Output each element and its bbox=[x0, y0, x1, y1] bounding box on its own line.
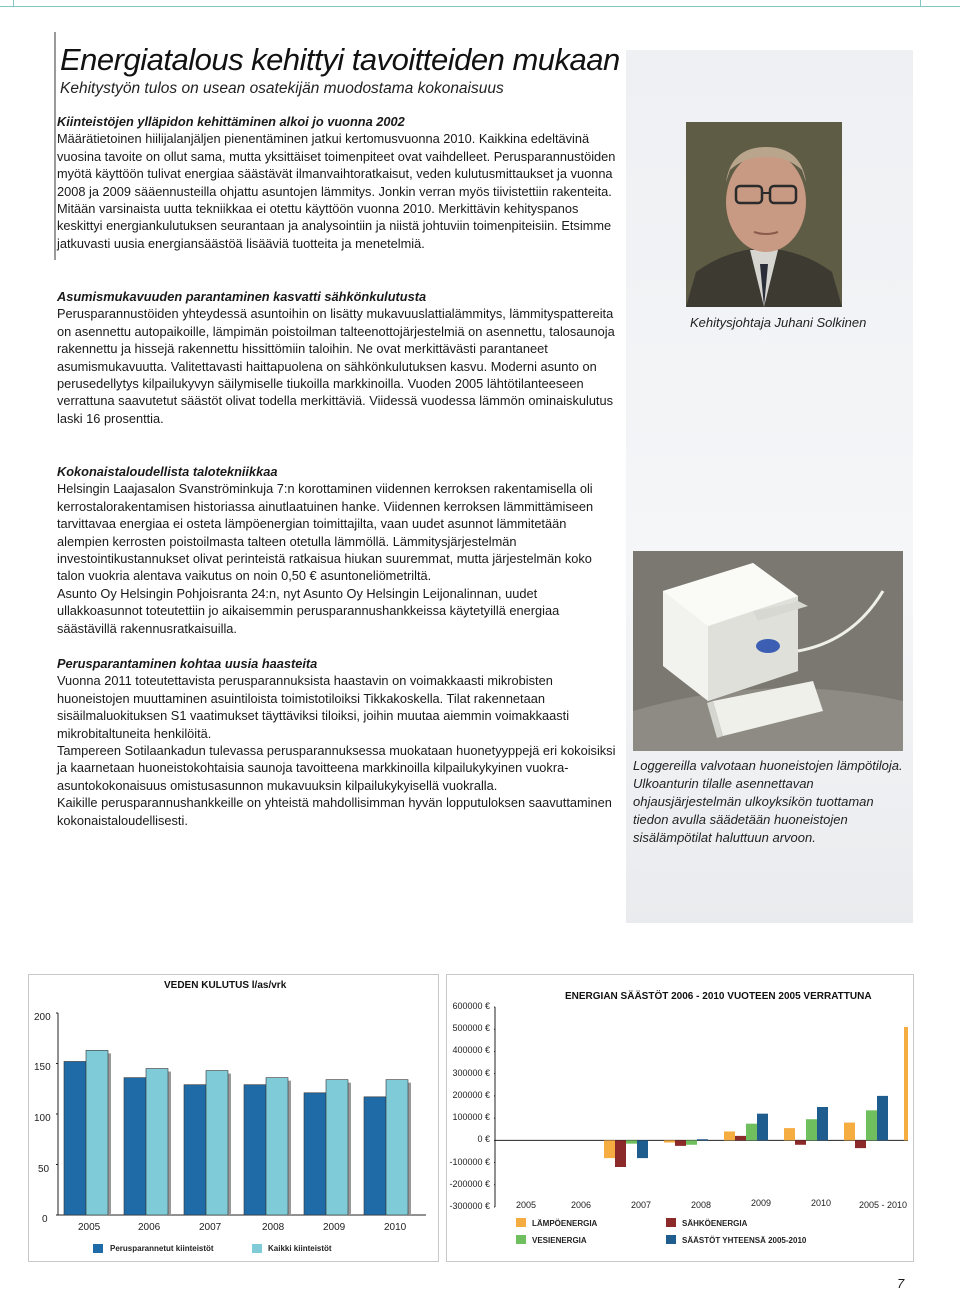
top-crop-mark bbox=[13, 0, 14, 7]
energy-x-tick: 2009 bbox=[751, 1198, 772, 1208]
water-bar-2008-0 bbox=[244, 1085, 266, 1215]
energy-x-tick: 2006 bbox=[571, 1200, 592, 1210]
energy-chart-plot bbox=[494, 995, 908, 1220]
water-y-tick: 100 bbox=[34, 1113, 51, 1124]
energy-bar-2007-2 bbox=[686, 1140, 697, 1144]
water-x-tick: 2006 bbox=[138, 1222, 161, 1233]
energy-bar-2006-2 bbox=[626, 1140, 637, 1143]
logger-device-image bbox=[633, 551, 903, 751]
portrait-caption: Kehitysjohtaja Juhani Solkinen bbox=[690, 315, 867, 330]
energy-x-tick: 2007 bbox=[631, 1200, 652, 1210]
energy-x-tick: 2005 bbox=[516, 1200, 537, 1210]
water-x-tick: 2005 bbox=[78, 1222, 101, 1233]
water-x-tick: 2007 bbox=[199, 1222, 222, 1233]
section-paragraph: Vuonna 2011 toteutettavista perusparannuksista haastavin on voimakkaasti mikrobisten huoneistojen muuttaminen asuintiloista toimistotiloiksi Tikkakoskella. Tilat rakennetaan sisäilmaluokituksen S1 vaatimukset täyttäviksi tiloiksi, joihin muutaa aiemmin voimakkaasti mikrobitaltuneita henkilöitä. bbox=[57, 673, 570, 741]
water-x-tick: 2008 bbox=[262, 1222, 285, 1233]
legend-swatch bbox=[516, 1218, 526, 1227]
article-section bbox=[57, 113, 617, 252]
water-y-tick: 200 bbox=[34, 1012, 51, 1023]
energy-bar-2010-2 bbox=[866, 1110, 877, 1140]
water-y-tick: 0 bbox=[42, 1214, 48, 1225]
water-bar-2007-0 bbox=[184, 1085, 206, 1215]
portrait-photo bbox=[686, 122, 842, 307]
section-paragraph: Helsingin Laajasalon Svanströminkuja 7:n korottaminen viidennen kerroksen rakentamisella oli kerrostalorakentamisen historiassa ainutlaatuinen hanke. Viidennen kerroksen lämmittämiseen tarvittavaa energiaa ei osteta lämpöenergian toimittajilta, vaan uudet asunnot lämmitetään alempien kerrosten poistoilmasta talteen otetulla lämmöllä. Lämmitysjärjestelmän investointikustannukset olivat perinteistä ratkaisua hiukan suuremmat, mutta järjestelmän koko talon vuokria alentava vaikutus on noin 0,50 € asuntoneliömetriltä. bbox=[57, 481, 594, 584]
top-rule bbox=[0, 6, 960, 7]
page-number: 7 bbox=[897, 1276, 905, 1291]
water-chart-plot bbox=[56, 1005, 426, 1220]
logger-photo bbox=[633, 551, 903, 751]
energy-bar-2008-0 bbox=[724, 1131, 735, 1140]
water-chart-title: VEDEN KULUTUS l/as/vrk bbox=[164, 980, 287, 991]
section-paragraph: Määrätietoinen hiilijalanjäljen pienentäminen jatkui kertomusvuonna 2010. Kaikkina edeltävinä vuosina tavoite on ollut sama, mutta yksittäiset toimenpiteet ovat vaihdelleet. Perusparannustöiden myötä käyttöön tulivat energiaa säästävät ilmanvaihtoratkaisut, veden kulutusmittaukset ja vuonna 2008 ja 2009 sääennusteilla ohjattu asuntojen lämmitys. Jonkin verran myös tiivistettiin rakenteita. Mitään varsinaista uutta tekniikkaa ei otettu käyttöön vuonna 2010. Merkittävin kehityspanos keskittyi energiankulutuksen seurantaan ja analysointiin ja niistä johtuviin toimenpiteisiin. Etsimme jatkuvasti uusia energiansäästöä lisääviä tuotteita ja menetelmiä. bbox=[57, 131, 616, 251]
legend-swatch bbox=[93, 1244, 103, 1253]
water-bar-2005-1 bbox=[86, 1050, 108, 1215]
water-bar-2009-0 bbox=[304, 1093, 326, 1215]
energy-bar-2006-0 bbox=[604, 1140, 615, 1158]
energy-bar-2009-0 bbox=[784, 1128, 795, 1140]
energy-chart-title: ENERGIAN SÄÄSTÖT 2006 - 2010 VUOTEEN 2005 VERRATTUNA bbox=[565, 991, 872, 1002]
water-bar-2006-1 bbox=[146, 1069, 168, 1215]
energy-bar-2006-1 bbox=[615, 1140, 626, 1167]
water-bar-2006-0 bbox=[124, 1078, 146, 1215]
section-paragraph: Asunto Oy Helsingin Pohjoisranta 24:n, nyt Asunto Oy Helsingin Leijonalinnan, uudet ullakkoasunnot toteutettiin jo aikaisemmin perusparannushankkeissa käytetyillä energiaa säästävillä rakennusratkaisuilla. bbox=[57, 585, 560, 636]
section-heading: Kiinteistöjen ylläpidon kehittäminen alkoi jo vuonna 2002 bbox=[57, 114, 405, 129]
article-section bbox=[57, 288, 617, 427]
energy-y-tick: 300000 € bbox=[452, 1067, 490, 1078]
energy-bar-2008-1 bbox=[735, 1136, 746, 1140]
energy-y-tick: 200000 € bbox=[452, 1089, 490, 1100]
energy-x-tick: 2008 bbox=[691, 1200, 712, 1210]
energy-bar-2006-3 bbox=[637, 1140, 648, 1158]
top-crop-mark bbox=[920, 0, 921, 7]
energy-bar-2008-2 bbox=[746, 1124, 757, 1141]
energy-bar-2010-0 bbox=[844, 1123, 855, 1141]
legend-label: LÄMPÖENERGIA bbox=[532, 1219, 598, 1228]
energy-y-tick: 500000 € bbox=[452, 1023, 490, 1034]
logger-caption: Loggereilla valvotaan huoneistojen lämpötiloja. Ulkoanturin tilalle asennettavan ohjausjärjestelmän ulkoyksikön tuottaman tiedon avulla säädetään huoneistojen sisälämpötilat haluttuun arvoon. bbox=[633, 758, 903, 845]
energy-y-tick: 600000 € bbox=[452, 1001, 490, 1011]
legend-swatch bbox=[252, 1244, 262, 1253]
water-bar-2009-1 bbox=[326, 1080, 348, 1215]
legend-swatch bbox=[516, 1235, 526, 1244]
legend-label: SÄHKÖENERGIA bbox=[682, 1219, 748, 1228]
section-heading: Perusparantaminen kohtaa uusia haasteita bbox=[57, 656, 318, 671]
energy-bar-2008-3 bbox=[757, 1114, 768, 1141]
water-y-tick: 150 bbox=[34, 1062, 51, 1073]
legend-label: VESIENERGIA bbox=[532, 1236, 587, 1245]
legend-label: SÄÄSTÖT YHTEENSÄ 2005-2010 bbox=[682, 1236, 807, 1245]
energy-x-tick: 2005 - 2010 bbox=[859, 1200, 908, 1210]
section-heading: Kokonaistaloudellista talotekniikkaa bbox=[57, 464, 278, 479]
water-bar-2008-1 bbox=[266, 1078, 288, 1215]
energy-y-tick: 0 € bbox=[477, 1134, 490, 1145]
energy-y-tick: -200000 € bbox=[449, 1178, 490, 1189]
water-bar-2010-1 bbox=[386, 1080, 408, 1215]
article-section bbox=[57, 463, 617, 637]
energy-bar-2007-0 bbox=[664, 1140, 675, 1142]
energy-y-tick: -300000 € bbox=[449, 1201, 490, 1211]
water-bar-2010-0 bbox=[364, 1097, 386, 1215]
energy-bar-2005 - 2010-0 bbox=[904, 1027, 908, 1140]
energy-bar-2007-1 bbox=[675, 1140, 686, 1146]
water-x-tick: 2010 bbox=[384, 1222, 407, 1233]
energy-bar-2010-1 bbox=[855, 1140, 866, 1148]
legend-swatch bbox=[666, 1218, 676, 1227]
water-x-tick: 2009 bbox=[323, 1222, 346, 1233]
portrait-image bbox=[686, 122, 842, 307]
energy-bar-2009-3 bbox=[817, 1107, 828, 1140]
legend-swatch bbox=[666, 1235, 676, 1244]
water-y-tick: 50 bbox=[38, 1164, 50, 1175]
section-paragraph: Kaikille perusparannushankkeille on yhteistä mahdollisimman hyvän lopputuloksen saavuttaminen kokonaistaloudellisesti. bbox=[57, 795, 612, 828]
article-section bbox=[57, 655, 617, 829]
energy-bar-2009-2 bbox=[806, 1119, 817, 1140]
water-bar-2007-1 bbox=[206, 1071, 228, 1215]
legend-label: Perusparannetut kiinteistöt bbox=[110, 1244, 214, 1253]
energy-y-tick: -100000 € bbox=[449, 1156, 490, 1167]
energy-x-tick: 2010 bbox=[811, 1198, 832, 1208]
title-side-bar bbox=[54, 32, 56, 260]
legend-label: Kaikki kiinteistöt bbox=[268, 1244, 332, 1253]
water-bar-2005-0 bbox=[64, 1061, 86, 1215]
section-paragraph: Perusparannustöiden yhteydessä asuntoihin on lisätty mukavuuslattialämmitys, lämmityspattereita on asennettu autopaikoille, lämpimän poistoilman talteenottojärjestelmiä on asennettu, talosaunoja rakennettu ja hissejä rakennettu hissittömiin taloihin. Ne ovat merkittävästi parantaneet asumismukavuutta. Valitettavasti haittapuolena on sähkönkulutuksen kasvu. Moderni asunto on perusedellytys kilpailukyvyn säilymiselle tiukoilla markkinoilla. Vuoden 2005 lähtötilanteeseen verrattuna saavutetut säästöt olivat todella merkittäviä. Viidessä vuodessa lämmön ominaiskulutus laski 16 prosenttia. bbox=[57, 306, 615, 426]
section-paragraph: Tampereen Sotilaankadun tulevassa perusparannuksessa muokataan huonetyyppejä eri kokoisiksi ja kaarnetaan huoneistokohtaisia saunoja tavoitteena markkinoilla kilpailukykyinen vuokra-asuntokokonaisuus omistusasunnon mukavuuksin kilpailukykyisellä vuokralla. bbox=[57, 743, 616, 793]
page-subtitle: Kehitystyön tulos on usean osatekijän muodostama kokonaisuus bbox=[60, 80, 504, 97]
energy-y-tick: 400000 € bbox=[452, 1045, 490, 1056]
page-title: Energiatalous kehittyi tavoitteiden mukaan bbox=[60, 42, 620, 77]
energy-bar-2009-1 bbox=[795, 1140, 806, 1144]
section-heading: Asumismukavuuden parantaminen kasvatti sähkönkulutusta bbox=[57, 289, 427, 304]
energy-bar-2010-3 bbox=[877, 1096, 888, 1140]
energy-bar-2007-3 bbox=[697, 1139, 708, 1140]
energy-y-tick: 100000 € bbox=[452, 1112, 490, 1123]
